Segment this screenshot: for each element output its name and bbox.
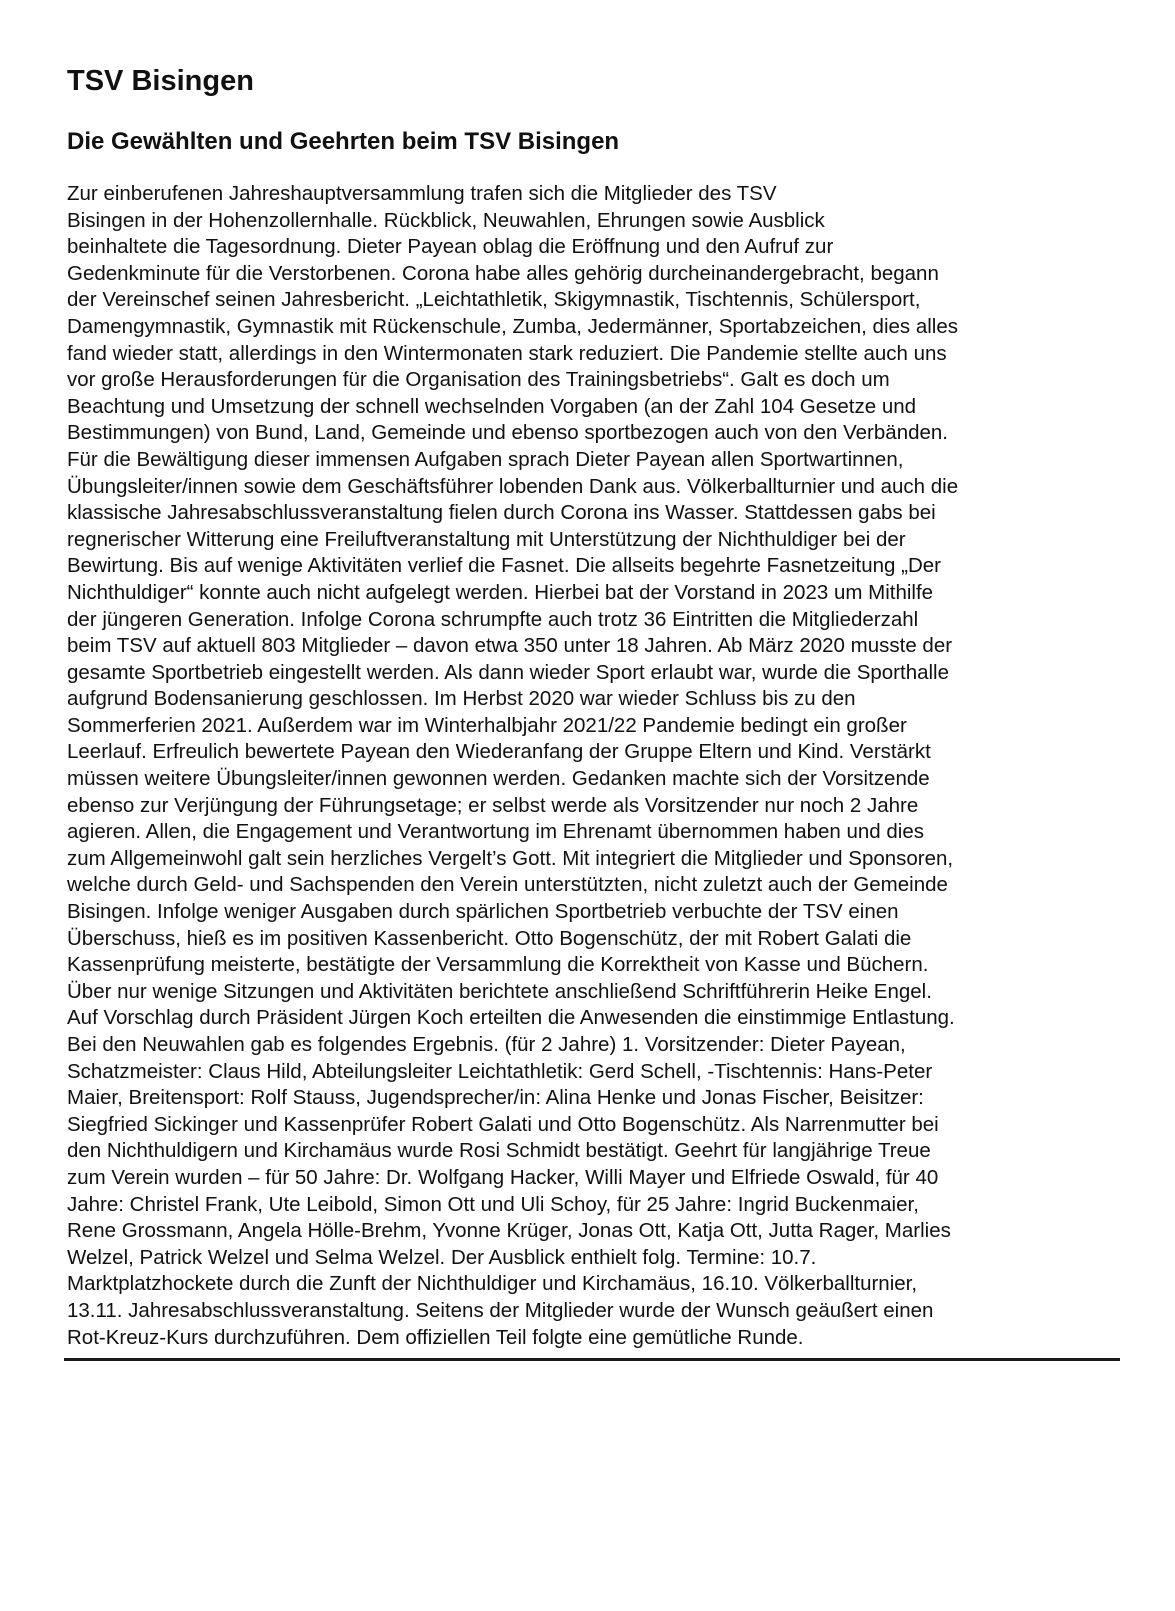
article-line: Für die Bewältigung dieser immensen Aufgaben sprach Dieter Payean allen Sportwartinnen, (67, 447, 904, 471)
article-line: zum Verein wurden – für 50 Jahre: Dr. Wolfgang Hacker, Willi Mayer und Elfriede Oswald, für 40 (67, 1165, 939, 1189)
article-line: Gedenkminute für die Verstorbenen. Corona habe alles gehörig durcheinandergebracht, begann (67, 261, 939, 285)
article-line: Überschuss, hieß es im positiven Kassenbericht. Otto Bogenschütz, der mit Robert Galati die (67, 926, 912, 950)
article-line: Damengymnastik, Gymnastik mit Rückenschule, Zumba, Jedermänner, Sportabzeichen, dies alles (67, 314, 959, 338)
article-line: aufgrund Bodensanierung geschlossen. Im Herbst 2020 war wieder Schluss bis zu den (67, 687, 856, 711)
article-line: welche durch Geld- und Sachspenden den Verein unterstützten, nicht zuletzt auch der Gemeinde (67, 873, 948, 897)
article-line: Über nur wenige Sitzungen und Aktivitäten berichtete anschließend Schriftführerin Heike Engel. (67, 979, 932, 1003)
article-line: Maier, Breitensport: Rolf Stauss, Jugendsprecher/in: Alina Henke und Jonas Fischer, Beisitzer: (67, 1086, 924, 1110)
article-line: gesamte Sportbetrieb eingestellt werden. Als dann wieder Sport erlaubt war, wurde die Sporthalle (67, 660, 950, 684)
article-line: den Nichthuldigern und Kirchamäus wurde Rosi Schmidt bestätigt. Geehrt für langjährige Treue (67, 1139, 931, 1163)
article-line: Sommerferien 2021. Außerdem war im Winterhalbjahr 2021/22 Pandemie bedingt ein großer (67, 713, 907, 737)
article-line: fand wieder statt, allerdings in den Wintermonaten stark reduziert. Die Pandemie stellte auch uns (67, 341, 947, 365)
article-line: müssen weitere Übungsleiter/innen gewonnen werden. Gedanken machte sich der Vorsitzende (67, 767, 930, 791)
article-line: Jahre: Christel Frank, Ute Leibold, Simon Ott und Uli Schoy, für 25 Jahre: Ingrid Buckenmaier, (67, 1192, 919, 1216)
article-line: Rene Grossmann, Angela Hölle-Brehm, Yvonne Krüger, Jonas Ott, Katja Ott, Jutta Rager, Marlies (67, 1219, 951, 1243)
article-line: Marktplatzhockete durch die Zunft der Nichthuldiger und Kirchamäus, 16.10. Völkerballturnier, (67, 1272, 918, 1296)
article-line: klassische Jahresabschlussveranstaltung fielen durch Corona ins Wasser. Stattdessen gabs bei (67, 501, 936, 525)
article-line: Auf Vorschlag durch Präsident Jürgen Koch erteilten die Anwesenden die einstimmige Entlastung. (67, 1006, 955, 1030)
article-line: Welzel, Patrick Welzel und Selma Welzel. Der Ausblick enthielt folg. Termine: 10.7. (67, 1245, 817, 1269)
article-line: Kassenprüfung meisterte, bestätigte der Versammlung die Korrektheit von Kasse und Büchern. (67, 953, 929, 977)
page-title: TSV Bisingen (67, 65, 254, 97)
article-line: Schatzmeister: Claus Hild, Abteilungsleiter Leichtathletik: Gerd Schell, -Tischtennis: Hans-Peter (67, 1059, 933, 1083)
article-line: Zur einberufenen Jahreshauptversammlung trafen sich die Mitglieder des TSV (67, 182, 777, 205)
article-line: der Vereinschef seinen Jahresbericht. „Leichtathletik, Skigymnastik, Tischtennis, Schülersport, (67, 288, 921, 312)
article-line: Bisingen in der Hohenzollernhalle. Rückblick, Neuwahlen, Ehrungen sowie Ausblick (67, 208, 825, 232)
article-line: agieren. Allen, die Engagement und Verantwortung im Ehrenamt übernommen haben und dies (67, 820, 925, 844)
article-line: beim TSV auf aktuell 803 Mitglieder – davon etwa 350 unter 18 Jahren. Ab März 2020 musste der (67, 634, 953, 658)
article-line: Bei den Neuwahlen gab es folgendes Ergebnis. (für 2 Jahre) 1. Vorsitzender: Dieter Payean, (67, 1033, 906, 1056)
document-page (67, 62, 1119, 1361)
article-line: Bisingen. Infolge weniger Ausgaben durch spärlichen Sportbetrieb verbuchte der TSV einen (67, 900, 899, 924)
article-line: beinhaltete die Tagesordnung. Dieter Payean oblag die Eröffnung und den Aufruf zur (67, 235, 834, 259)
article-line: Siegfried Sickinger und Kassenprüfer Robert Galati und Otto Bogenschütz. Als Narrenmutter bei (67, 1112, 939, 1136)
article-line: Bewirtung. Bis auf wenige Aktivitäten verlief die Fasnet. Die allseits begehrte Fasnetzeitung „Der (67, 554, 941, 578)
closing-rule (64, 1358, 1120, 1361)
article-body (67, 181, 1119, 1351)
article-line: vor große Herausforderungen für die Organisation des Trainingsbetriebs“. Galt es doch um (67, 368, 890, 392)
article-line: ebenso zur Verjüngung der Führungsetage; er selbst werde als Vorsitzender nur noch 2 Jahre (67, 793, 919, 817)
article-line: Übungsleiter/innen sowie dem Geschäftsführer lobenden Dank aus. Völkerballturnier und auch die (67, 474, 959, 498)
article-line: Leerlauf. Erfreulich bewertete Payean den Wiederanfang der Gruppe Eltern und Kind. Verstärkt (67, 740, 931, 764)
article-line: zum Allgemeinwohl galt sein herzliches Vergelt’s Gott. Mit integriert die Mitglieder und Sponsoren, (67, 846, 954, 870)
article-line: 13.11. Jahresabschlussveranstaltung. Seitens der Mitglieder wurde der Wunsch geäußert einen (67, 1298, 934, 1322)
article-line: der jüngeren Generation. Infolge Corona schrumpfte auch trotz 36 Eintritten die Mitgliederzahl (67, 607, 919, 631)
article-line: Nichthuldiger“ konnte auch nicht aufgelegt werden. Hierbei bat der Vorstand in 2023 um Mithilfe (67, 580, 934, 604)
article-line: Rot-Kreuz-Kurs durchzuführen. Dem offiziellen Teil folgte eine gemütliche Runde. (67, 1325, 804, 1349)
article-line: regnerischer Witterung eine Freiluftveranstaltung mit Unterstützung der Nichthuldiger bei der (67, 527, 906, 551)
article-headline: Die Gewählten und Geehrten beim TSV Bisingen (67, 128, 620, 155)
article-line: Beachtung und Umsetzung der schnell wechselnden Vorgaben (an der Zahl 104 Gesetze und (67, 394, 917, 418)
article-line: Bestimmungen) von Bund, Land, Gemeinde und ebenso sportbezogen auch von den Verbänden. (67, 421, 948, 445)
